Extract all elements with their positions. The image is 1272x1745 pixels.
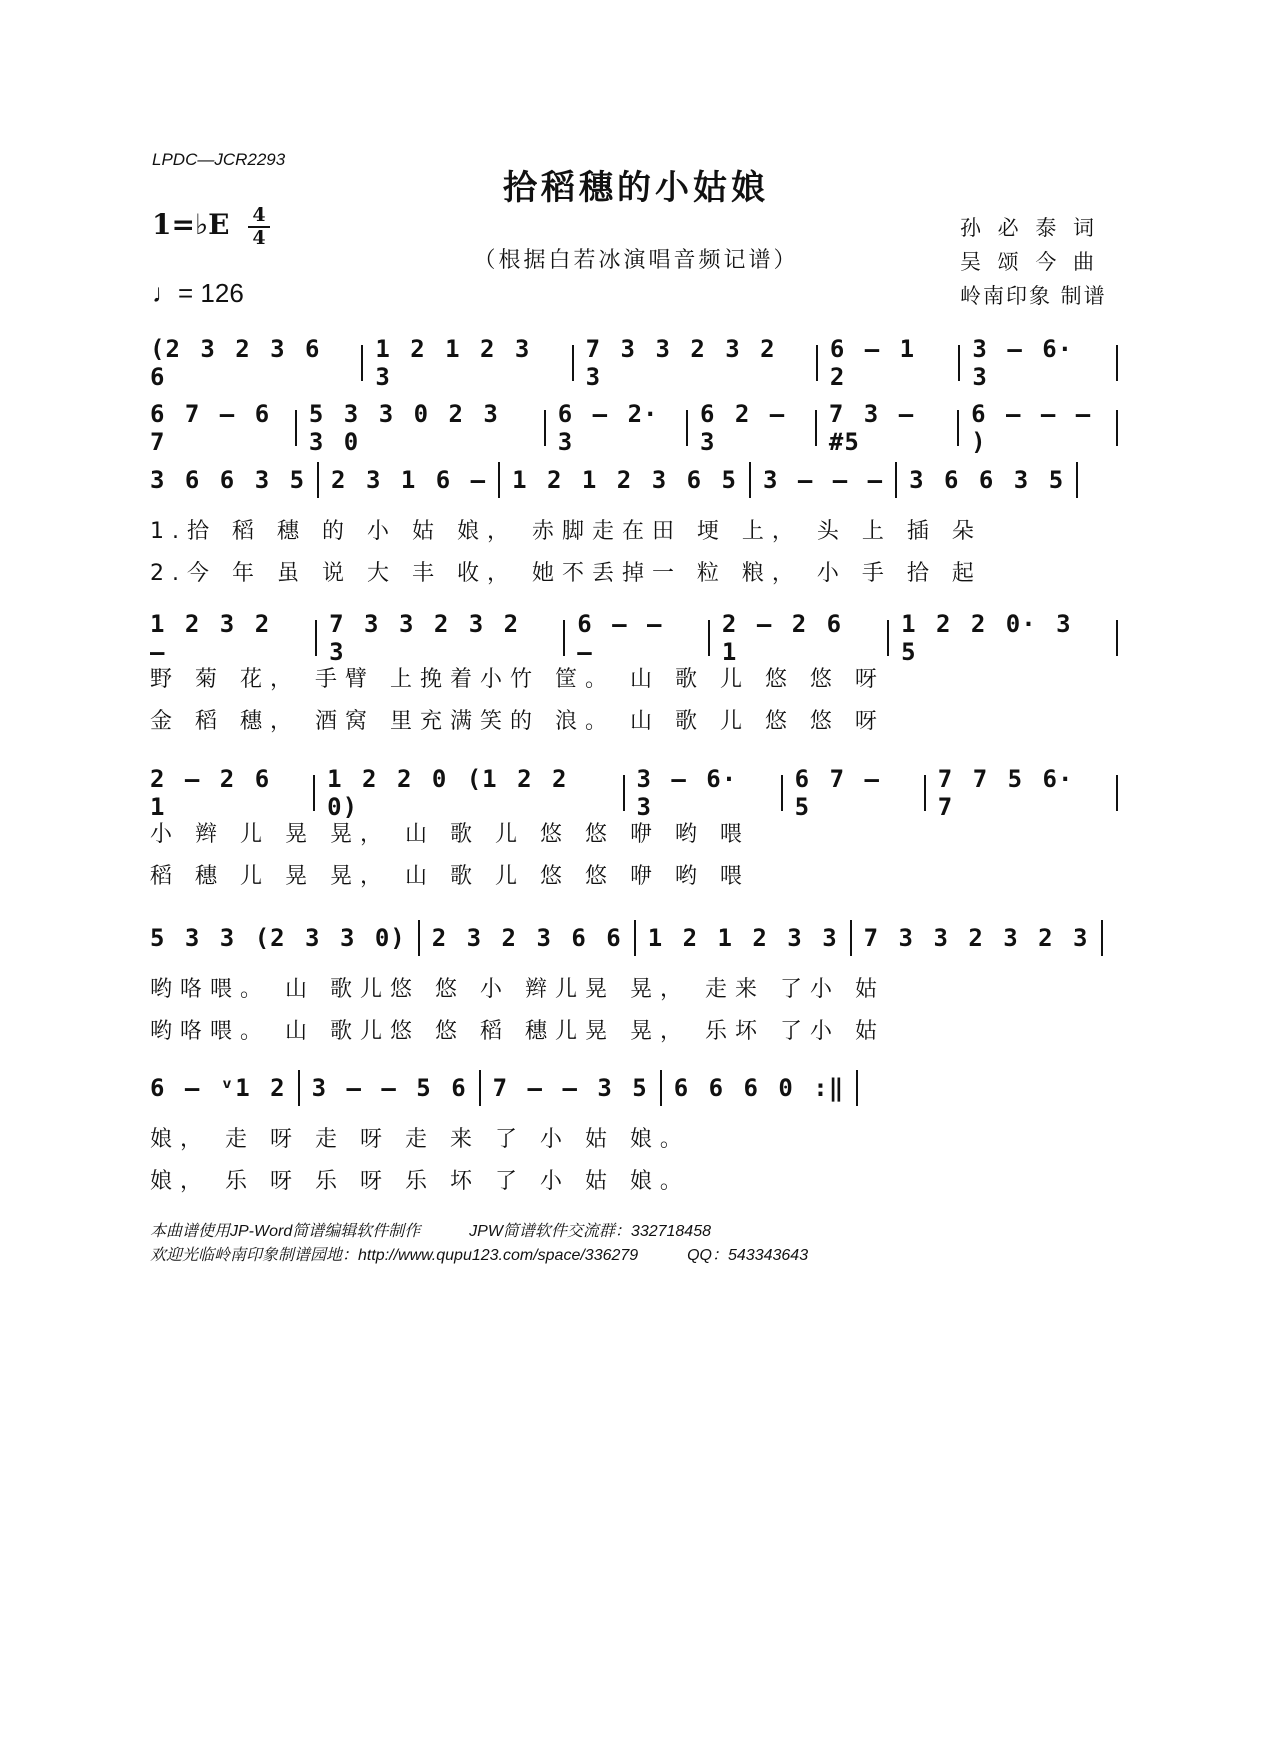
measure: 7 – – 3 5: [492, 1074, 648, 1102]
score-line: [150, 610, 1130, 666]
score-line: [150, 400, 1130, 456]
barline: [781, 775, 783, 811]
barline: [708, 620, 710, 656]
measure: 6 – – –: [577, 610, 663, 666]
measure: 1 2 1 2 3 3: [647, 924, 838, 952]
measure: 2 3 2 3 6 6: [431, 924, 622, 952]
lyric-verse-2: 娘， 乐 呀 乐 呀 乐 坏 了 小 姑 娘。: [150, 1169, 690, 1194]
lyric-verse-1: 哟咯喂。 山 歌儿悠 悠 小 辫儿晃 晃， 走来 了小 姑: [150, 977, 885, 1002]
barline: [418, 920, 420, 956]
barline: [634, 920, 636, 956]
measure: 3 – – –: [762, 466, 884, 494]
lyric-verse-1: 1.拾 稻 穗 的 小 姑 娘， 赤脚走在田 埂 上， 头 上 插 朵: [150, 519, 982, 544]
barline: [815, 410, 817, 446]
footer-website-link[interactable]: 欢迎光临岭南印象制谱园地：http://www.qupu123.com/space/336279: [150, 1247, 639, 1264]
barline: [1116, 410, 1118, 446]
barline: [686, 410, 688, 446]
measure: 7 3 3 2 3 2 3: [329, 610, 520, 666]
measure: 6 6 6 0 :‖: [673, 1074, 845, 1102]
lyric-verse-1: 野 菊 花， 手臂 上挽着小竹 筐。 山 歌 儿 悠 悠 呀: [150, 667, 885, 692]
barline: [563, 620, 565, 656]
barline: [317, 462, 319, 498]
measure: 3 6 6 3 5: [150, 466, 306, 494]
lyric-verse-1: 娘， 走 呀 走 呀 走 来 了 小 姑 娘。: [150, 1127, 690, 1152]
measure: 3 6 6 3 5: [909, 466, 1065, 494]
barline: [749, 462, 751, 498]
measure: 1 2 2 0· 3 5: [901, 610, 1072, 666]
measure: 7 3 3 2 3 2 3: [585, 335, 776, 391]
barline: [623, 775, 625, 811]
measure: 1 2 1 2 3 6 5: [512, 466, 737, 494]
lyric-verse-2: 稻 穗 儿 晃 晃， 山 歌 儿 悠 悠 咿 哟 喂: [150, 864, 750, 889]
time-signature-numerator: 4: [252, 204, 266, 226]
footer-line-1: [150, 1218, 711, 1241]
score-line: [150, 765, 1130, 821]
barline: [1116, 345, 1118, 381]
key-signature: 1=♭E: [152, 208, 230, 241]
barline: [924, 775, 926, 811]
barline: [298, 1070, 300, 1106]
score-line: [150, 920, 1130, 956]
score-line: [150, 462, 1130, 498]
measure: 6 – ᵛ1 2: [150, 1074, 286, 1102]
measure: 6 7 – 6 7: [150, 400, 271, 456]
score-line: [150, 335, 1130, 391]
barline: [498, 462, 500, 498]
barline: [895, 462, 897, 498]
barline: [479, 1070, 481, 1106]
measure: 2 3 1 6 –: [331, 466, 487, 494]
time-signature: [248, 206, 270, 248]
time-signature-denominator: 4: [252, 227, 266, 249]
barline: [315, 620, 317, 656]
measure: 3 – – 5 6: [311, 1074, 467, 1102]
barline: [313, 775, 315, 811]
song-subtitle: （根据白若冰演唱音频记谱）: [473, 248, 799, 273]
song-title: 拾稻穗的小姑娘: [503, 168, 769, 208]
lyricist-credit: 孙 必 泰 词: [960, 216, 1100, 240]
barline: [660, 1070, 662, 1106]
measure: 3 – 6· 3: [636, 765, 738, 821]
lyric-verse-2: 哟咯喂。 山 歌儿悠 悠 稻 穗儿晃 晃， 乐坏 了小 姑: [150, 1019, 885, 1044]
arranger-credit: 岭南印象 制谱: [960, 284, 1107, 308]
tempo-marking: ♩= 126: [152, 278, 244, 308]
measure: 1 2 3 2 –: [150, 610, 271, 666]
barline: [957, 410, 959, 446]
measure: 3 – 6· 3: [972, 335, 1074, 391]
lyric-verse-1: 小 辫 儿 晃 晃， 山 歌 儿 悠 悠 咿 哟 喂: [150, 822, 750, 847]
score-line: [150, 1070, 1130, 1106]
barline: [295, 410, 297, 446]
barline: [572, 345, 574, 381]
barline: [1116, 620, 1118, 656]
measure: 1 2 2 0 (1 2 2 0): [327, 765, 568, 821]
barline: [1101, 920, 1103, 956]
measure: 6 2 – 3: [699, 400, 786, 456]
barline: [1076, 462, 1078, 498]
measure: 7 3 3 2 3 2 3: [863, 924, 1089, 952]
measure: 2 – 2 6 1: [150, 765, 271, 821]
measure: 7 7 5 6· 7: [937, 765, 1074, 821]
measure: 6 – 2· 3: [557, 400, 659, 456]
lyric-verse-2: 金 稻 穗， 酒窝 里充满笑的 浪。 山 歌 儿 悠 悠 呀: [150, 709, 885, 734]
footer-software-note: 本曲谱使用JP-Word简谱编辑软件制作: [150, 1223, 421, 1240]
barline: [816, 345, 818, 381]
barline: [361, 345, 363, 381]
measure: 6 – – – ): [971, 400, 1092, 456]
footer-qq: QQ：543343643: [687, 1247, 809, 1264]
measure: 7 3 – #5: [828, 400, 915, 456]
composer-credit: 吴 颂 今 曲: [960, 250, 1100, 274]
barline: [856, 1070, 858, 1106]
barline: [850, 920, 852, 956]
measure: 5 3 3 (2 3 3 0): [150, 924, 406, 952]
barline: [887, 620, 889, 656]
barline: [1116, 775, 1118, 811]
score-code: LPDC—JCR2293: [152, 150, 286, 169]
measure: 2 – 2 6 1: [721, 610, 843, 666]
lyric-verse-2: 2.今 年 虽 说 大 丰 收， 她不丢掉一 粒 粮， 小 手 拾 起: [150, 561, 982, 586]
measure: 6 – 1 2: [829, 335, 916, 391]
footer-line-2: [150, 1242, 808, 1265]
barline: [958, 345, 960, 381]
measure: 5 3 3 0 2 3 3 0: [308, 400, 499, 456]
footer-group-note: JPW简谱软件交流群：332718458: [469, 1223, 712, 1240]
measure: (2 3 2 3 6 6: [150, 335, 321, 391]
measure: 1 2 1 2 3 3: [375, 335, 531, 391]
measure: 6 7 – 5: [794, 765, 880, 821]
barline: [544, 410, 546, 446]
